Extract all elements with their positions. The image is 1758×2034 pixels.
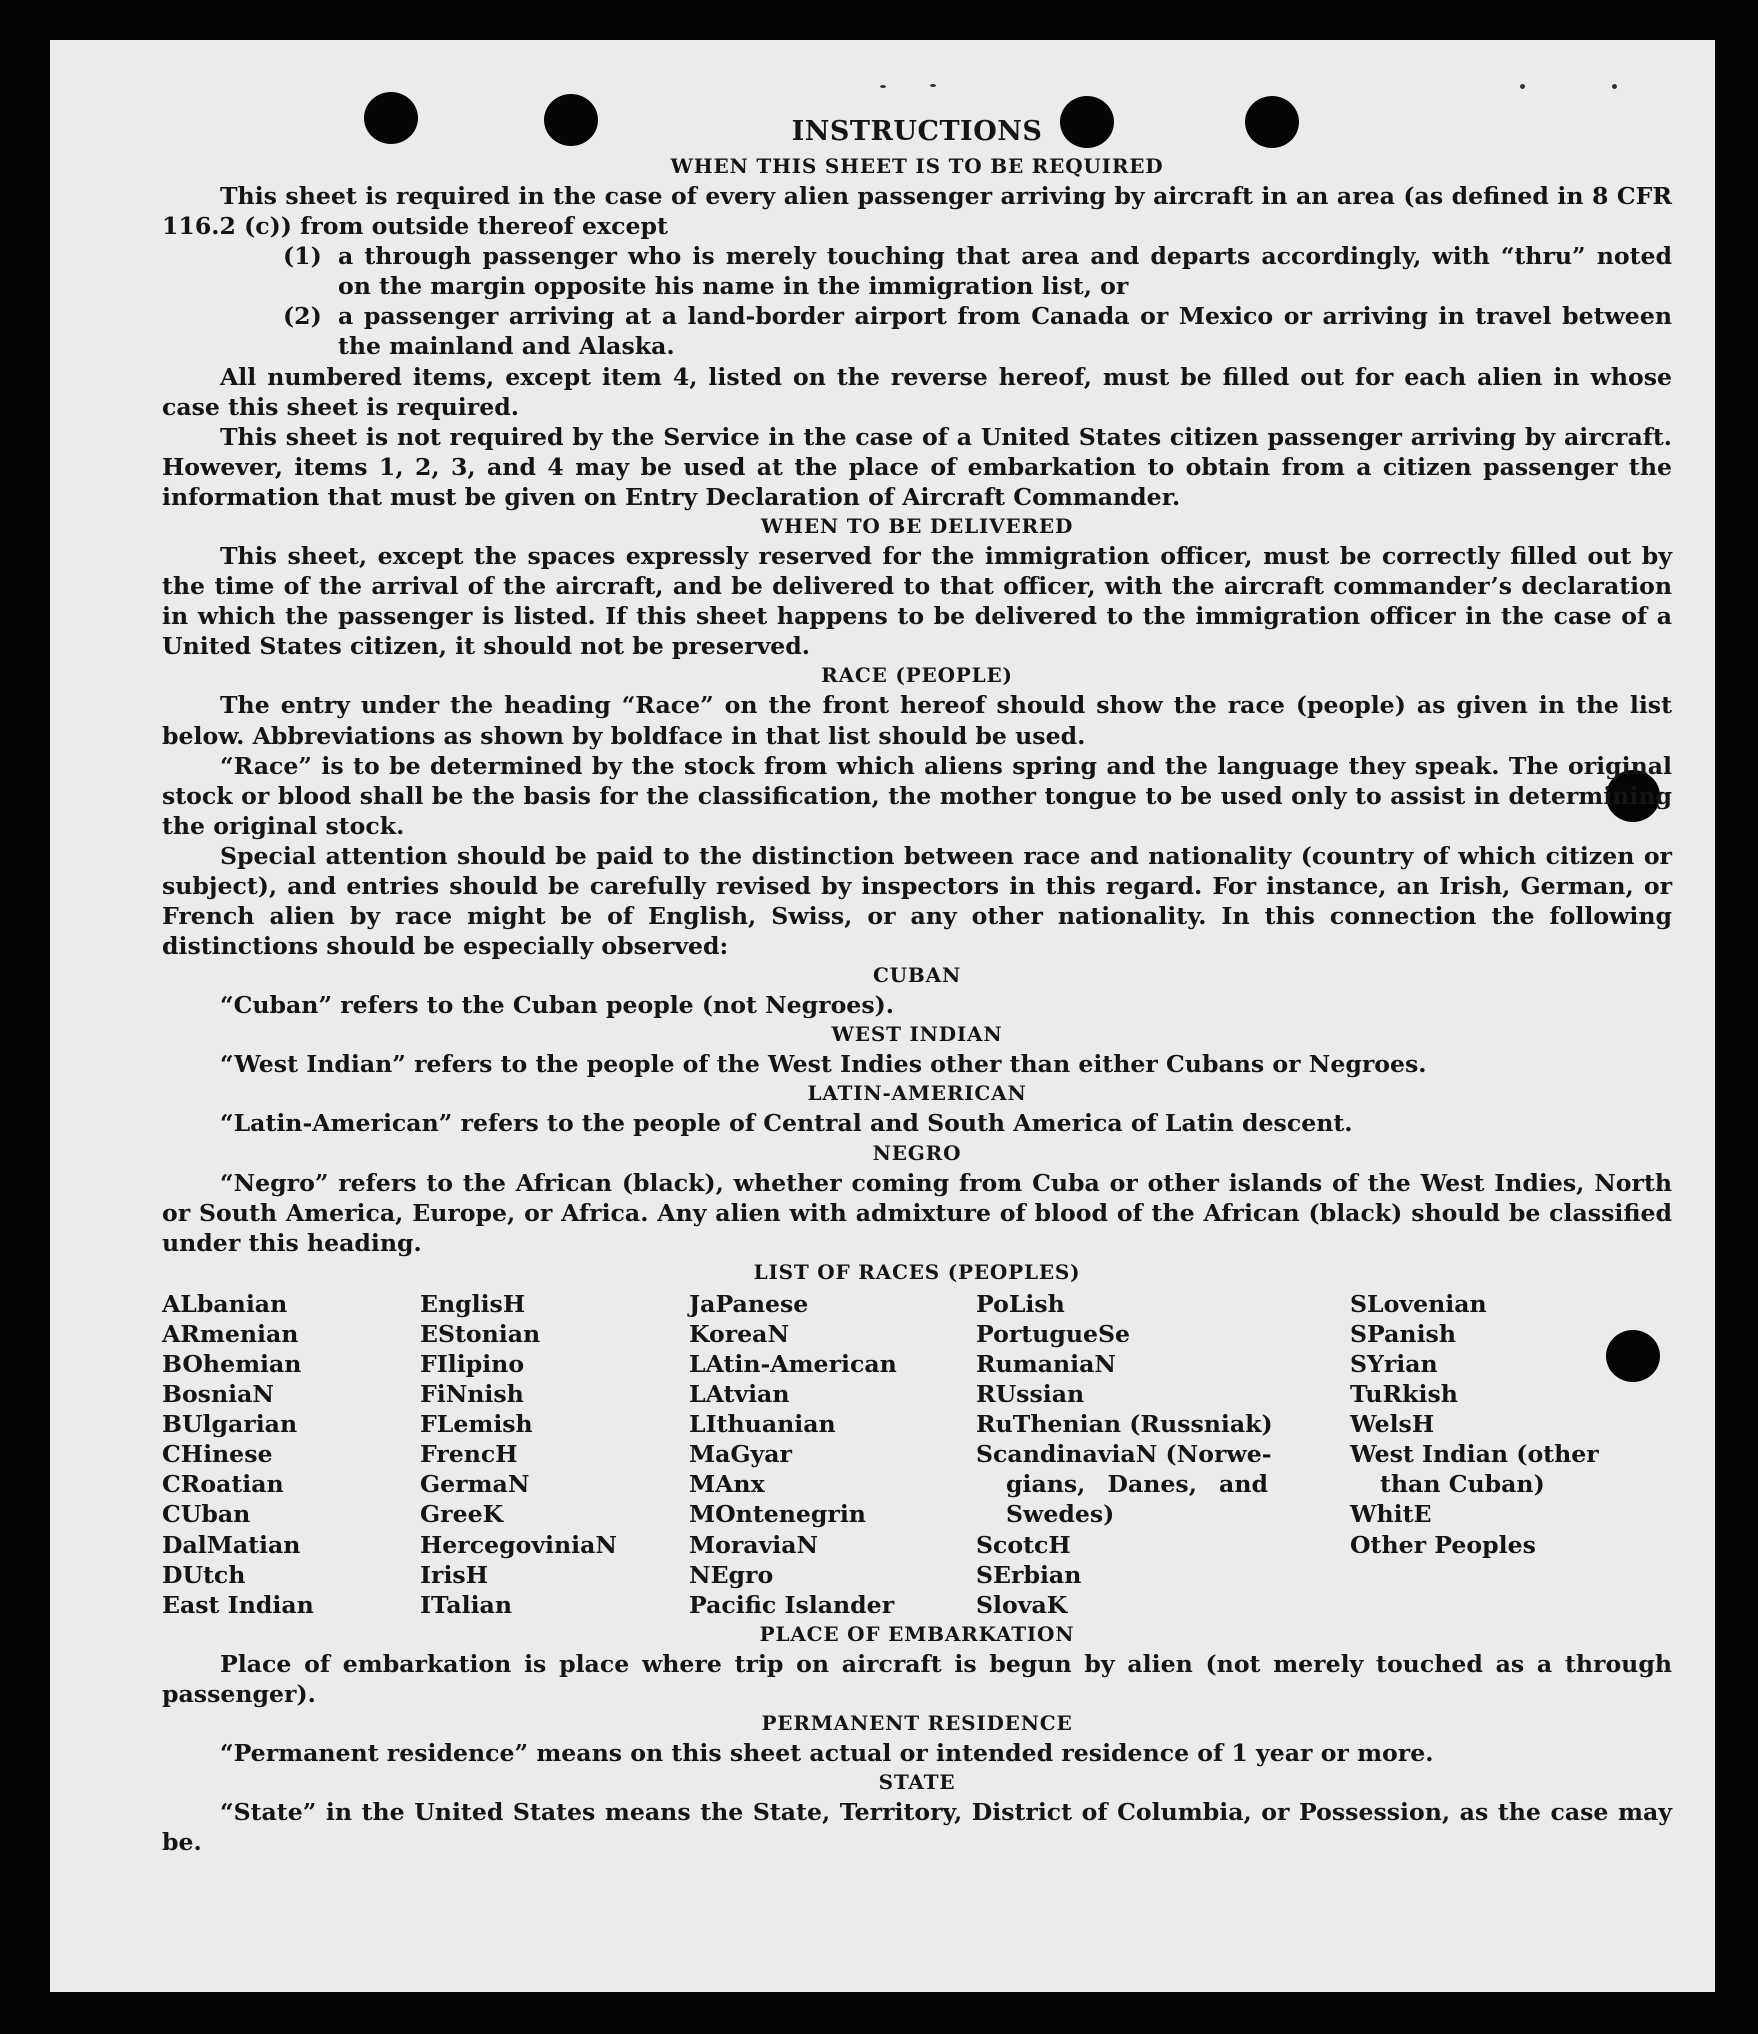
race-item: NEgro bbox=[689, 1560, 774, 1589]
race-item: JaPanese bbox=[689, 1289, 809, 1318]
race-item: MOntenegrin bbox=[689, 1500, 866, 1529]
section-heading: STATE bbox=[878, 1770, 956, 1795]
race-item: EnglisH bbox=[420, 1289, 526, 1318]
race-item: RUssian bbox=[976, 1380, 1085, 1409]
section-heading: RACE (PEOPLE) bbox=[821, 663, 1013, 688]
race-word: and bbox=[1219, 1470, 1268, 1499]
race-item: BosniaN bbox=[162, 1380, 274, 1409]
race-item: SlovaK bbox=[976, 1590, 1068, 1619]
speck bbox=[1520, 84, 1525, 89]
paragraph: “Race” is to be determined by the stock from which aliens spring and the language they speak. The original stock or blood shall be the basis for the classification, the mother tongue to be used only to assist in determining the original stock. bbox=[162, 751, 1672, 840]
race-word: Danes, bbox=[1107, 1470, 1197, 1499]
paragraph: This sheet, except the spaces expressly reserved for the immigration officer, must be correctly filled out by the time of the arrival of the aircraft, and be delivered to that officer, with the aircraft commander’s declaration in which the passenger is listed. If this sheet happens to be delivered to the immigration officer in the case of a United States citizen, it should not be preserved. bbox=[162, 542, 1672, 661]
paragraph: Special attention should be paid to the distinction between race and nationality (country of which citizen or subject), and entries should be carefully revised by inspectors in this regard. For instance, an Irish, German, or French alien by race might be of English, Swiss, or any other nationality. In this connection the following distinctions should be especially observed: bbox=[162, 841, 1672, 961]
paragraph: This sheet is not required by the Service in the case of a United States citizen passenger arriving by aircraft. However, items 1, 2, 3, and 4 may be used at the place of embarkation to obtain from a citizen passenger the information that must be given on Entry Declaration of Aircraft Commander. bbox=[162, 422, 1672, 511]
race-item: KoreaN bbox=[689, 1319, 790, 1348]
race-item: WelsH bbox=[1350, 1410, 1435, 1439]
race-item: LIthuanian bbox=[689, 1410, 836, 1439]
race-item: GreeK bbox=[420, 1500, 504, 1529]
races-column-2 bbox=[420, 1289, 689, 1620]
race-item: BUlgarian bbox=[162, 1410, 298, 1439]
paragraph: “West Indian” refers to the people of the West Indies other than either Cubans or Negroes. bbox=[220, 1050, 1427, 1079]
race-item: PoLish bbox=[976, 1289, 1065, 1318]
races-column-5 bbox=[1350, 1289, 1620, 1620]
race-word: gians, bbox=[1006, 1470, 1086, 1499]
race-item: East Indian bbox=[162, 1590, 314, 1619]
paragraph: “Permanent residence” means on this sheet actual or intended residence of 1 year or more. bbox=[220, 1739, 1434, 1768]
race-item: IrisH bbox=[420, 1560, 489, 1589]
speck bbox=[880, 85, 886, 88]
list-item bbox=[162, 241, 1672, 301]
race-item: LAtvian bbox=[689, 1380, 790, 1409]
item-number: (1) bbox=[283, 242, 322, 271]
race-item: TuRkish bbox=[1350, 1380, 1458, 1409]
section-heading: WHEN TO BE DELIVERED bbox=[760, 514, 1074, 539]
paragraph: “Latin-American” refers to the people of Central and South America of Latin descent. bbox=[220, 1109, 1353, 1138]
race-item: DalMatian bbox=[162, 1530, 301, 1559]
item-text: a passenger arriving at a land-border airport from Canada or Mexico or arriving in travel between the mainland and Alaska. bbox=[338, 302, 1672, 361]
race-item: CRoatian bbox=[162, 1470, 284, 1499]
race-item: ScotcH bbox=[976, 1530, 1071, 1559]
race-item: SErbian bbox=[976, 1560, 1082, 1589]
item-number: (2) bbox=[283, 302, 322, 331]
race-item: FrencH bbox=[420, 1440, 518, 1469]
section-heading: WEST INDIAN bbox=[831, 1022, 1003, 1047]
race-item: BOhemian bbox=[162, 1350, 302, 1378]
races-column-4 bbox=[976, 1289, 1350, 1620]
race-item-continuation bbox=[976, 1469, 1268, 1499]
race-item: SPanish bbox=[1350, 1319, 1456, 1348]
paragraph: The entry under the heading “Race” on the front hereof should show the race (people) as given in the list below. Abbreviations as shown by boldface in that list should be used. bbox=[162, 691, 1672, 750]
section-heading: PERMANENT RESIDENCE bbox=[761, 1711, 1073, 1736]
race-item: MaGyar bbox=[689, 1440, 792, 1469]
race-item-continuation: Swedes) bbox=[1006, 1500, 1115, 1529]
race-item: ScandinaviaN (Norwe- bbox=[976, 1440, 1272, 1469]
section-heading: CUBAN bbox=[872, 963, 962, 988]
races-column-1 bbox=[162, 1289, 420, 1620]
race-item: Pacific Islander bbox=[689, 1590, 895, 1619]
race-item: ITalian bbox=[420, 1590, 512, 1619]
speck bbox=[1612, 84, 1617, 89]
race-item: SLovenian bbox=[1350, 1289, 1487, 1318]
list-item bbox=[162, 301, 1672, 361]
race-item: MAnx bbox=[689, 1470, 765, 1499]
race-item: GermaN bbox=[420, 1470, 530, 1499]
race-item: PortugueSe bbox=[976, 1319, 1131, 1348]
race-item: ALbanian bbox=[162, 1289, 288, 1318]
section-heading: PLACE OF EMBARKATION bbox=[759, 1621, 1075, 1646]
race-item-continuation: than Cuban) bbox=[1380, 1470, 1545, 1499]
page-title: INSTRUCTIONS bbox=[791, 116, 1043, 147]
race-item: FIlipino bbox=[420, 1350, 525, 1378]
race-item: CUban bbox=[162, 1500, 251, 1529]
race-item: SYrian bbox=[1350, 1350, 1438, 1378]
race-item: DUtch bbox=[162, 1560, 246, 1589]
race-item: FLemish bbox=[420, 1410, 533, 1439]
race-item: ARmenian bbox=[162, 1319, 299, 1348]
section-heading: LIST OF RACES (PEOPLES) bbox=[753, 1259, 1081, 1284]
race-item: WhitE bbox=[1350, 1500, 1432, 1529]
item-text: a through passenger who is merely touching that area and departs accordingly, with “thru” noted on the margin opposite his name in the immigration list, or bbox=[338, 242, 1672, 301]
paragraph: “Cuban” refers to the Cuban people (not Negroes). bbox=[220, 991, 894, 1020]
race-item: LAtin-American bbox=[689, 1350, 897, 1378]
race-item: RuThenian (Russniak) bbox=[976, 1410, 1273, 1439]
race-item: Other Peoples bbox=[1350, 1530, 1536, 1559]
race-item: HercegoviniaN bbox=[420, 1530, 617, 1559]
section-heading: WHEN THIS SHEET IS TO BE REQUIRED bbox=[670, 154, 1164, 178]
paragraph: All numbered items, except item 4, listed on the reverse hereof, must be filled out for each alien in whose case this sheet is required. bbox=[162, 362, 1672, 421]
paragraph: “State” in the United States means the State, Territory, District of Columbia, or Possession, as the case may be. bbox=[162, 1798, 1672, 1857]
races-list bbox=[162, 1289, 1672, 1620]
paragraph: Place of embarkation is place where trip on aircraft is begun by alien (not merely touched as a through passenger). bbox=[162, 1649, 1672, 1708]
paragraph: “Negro” refers to the African (black), whether coming from Cuba or other islands of the West Indies, North or South America, Europe, or Africa. Any alien with admixture of blood of the African (black) should be classified under this heading. bbox=[162, 1168, 1672, 1257]
section-heading: LATIN-AMERICAN bbox=[807, 1081, 1027, 1106]
race-item: CHinese bbox=[162, 1440, 273, 1469]
instructions-text bbox=[162, 112, 1672, 1857]
race-item: West Indian (other bbox=[1350, 1440, 1599, 1469]
race-item: MoraviaN bbox=[689, 1530, 819, 1559]
document-sheet bbox=[50, 40, 1715, 1992]
paragraph: This sheet is required in the case of every alien passenger arriving by aircraft in an area (as defined in 8 CFR 116.2 (c)) from outside thereof except bbox=[162, 182, 1672, 241]
section-heading: NEGRO bbox=[872, 1140, 962, 1165]
race-item: RumaniaN bbox=[976, 1350, 1116, 1378]
race-item: EStonian bbox=[420, 1319, 541, 1348]
races-column-3 bbox=[689, 1289, 976, 1620]
speck bbox=[930, 84, 936, 87]
race-item: FiNnish bbox=[420, 1380, 524, 1409]
